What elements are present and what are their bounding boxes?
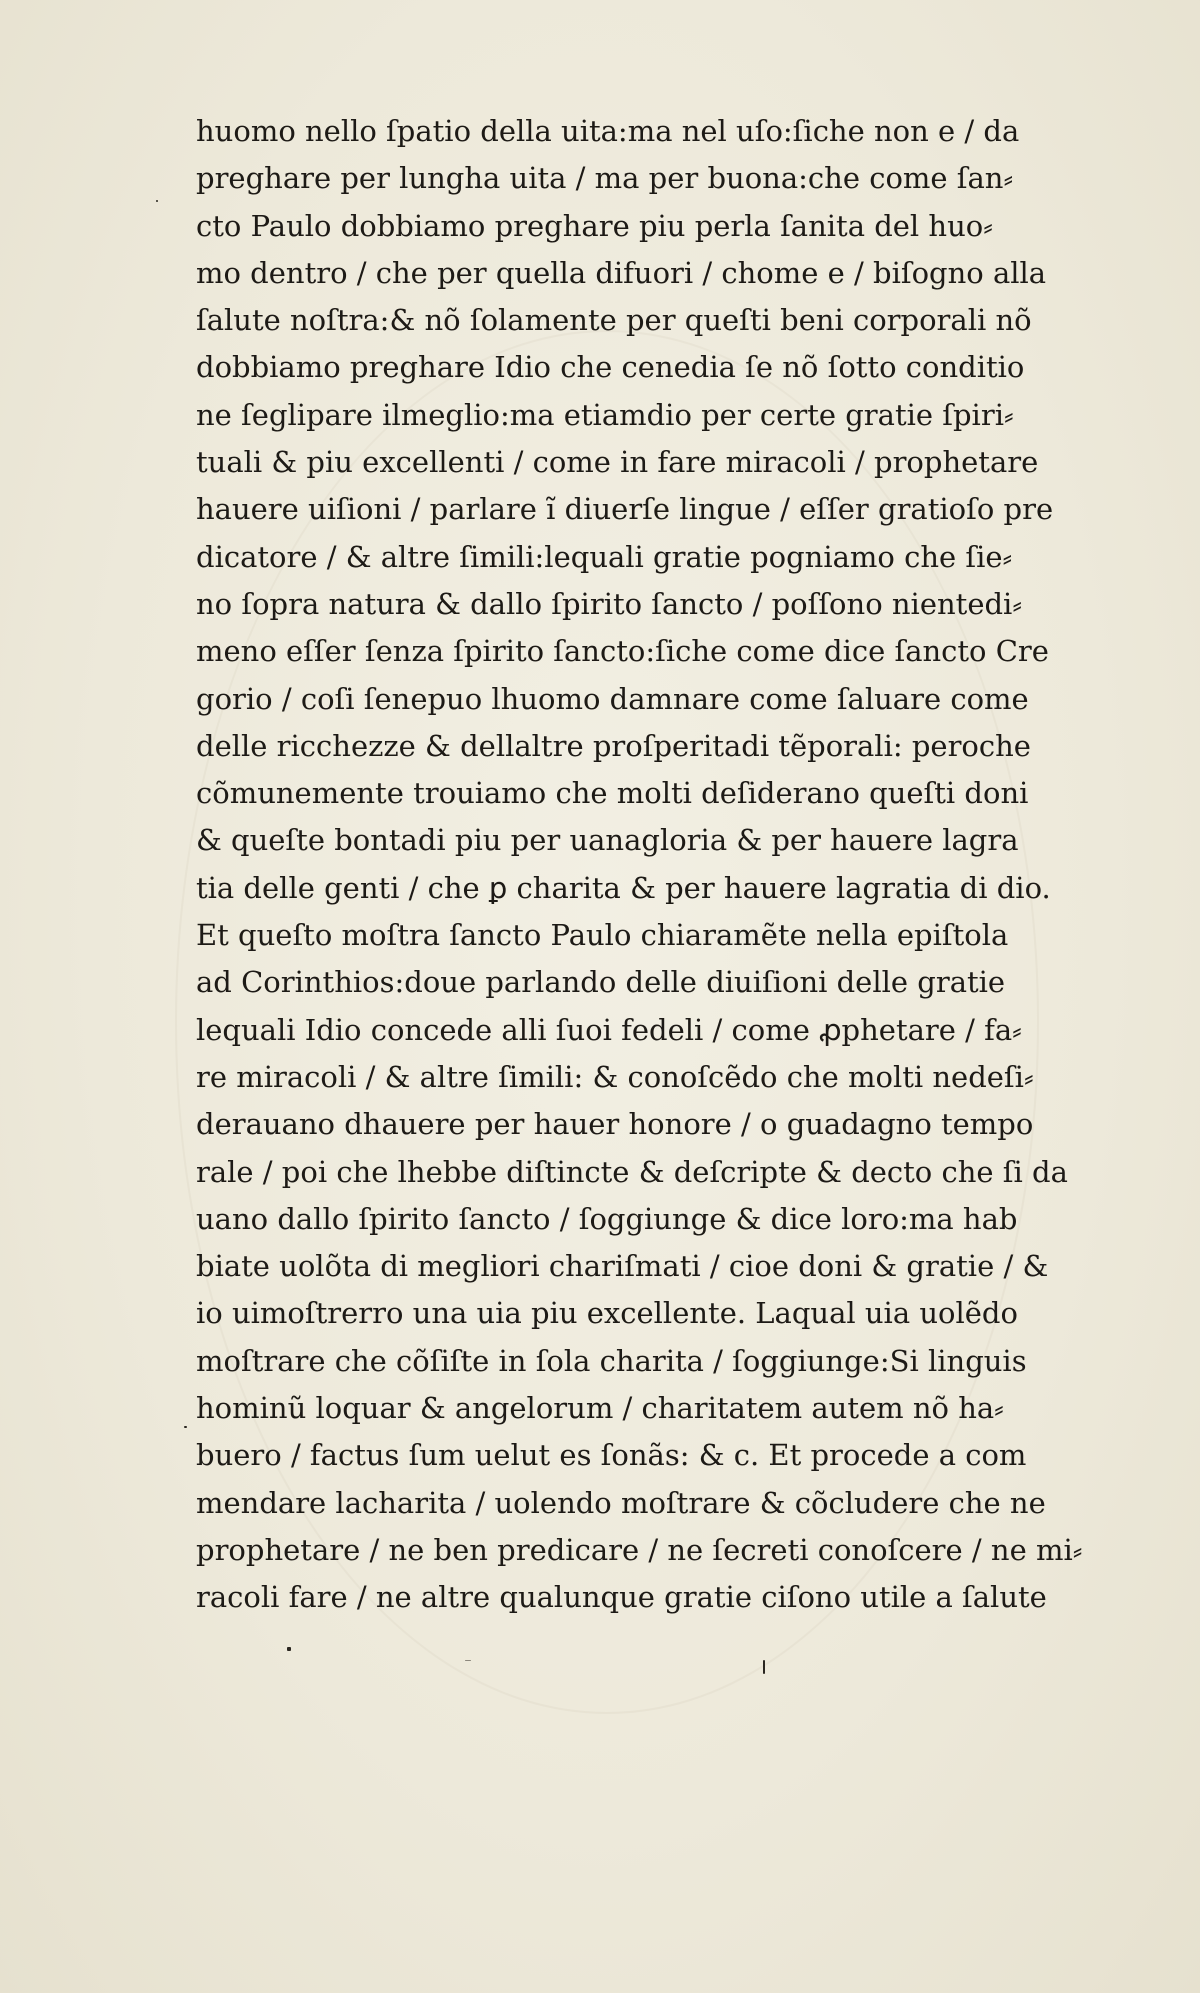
text-line: & queſte bontadi piu per uanagloria & per hauere lagra bbox=[196, 823, 1019, 858]
text-line: rale / poi che lhebbe diſtincte & deſcripte & decto che ſi da bbox=[196, 1154, 1068, 1189]
text-line: dicatore / & altre ſimili:lequali gratie pogniamo che ſie⸗ bbox=[196, 539, 1013, 574]
text-line: hominũ loquar & angelorum / charitatem autem nõ ha⸗ bbox=[196, 1391, 1004, 1426]
text-line: dobbiamo preghare Idio che cenedia ſe nõ ſotto conditio bbox=[196, 350, 1025, 385]
text-line: huomo nello ſpatio della uita:ma nel uſo:ſiche non e / da bbox=[196, 114, 1020, 148]
text-line: Et queſto moſtra ſancto Paulo chiaramẽte nella epiſtola bbox=[196, 918, 1009, 953]
text-line: ſalute noſtra:& nõ ſolamente per queſti beni corporali nõ bbox=[196, 303, 1032, 338]
text-line: lequali Idio concede alli ſuoi fedeli / come ꝓphetare / fa⸗ bbox=[196, 1012, 1022, 1047]
ink-speck bbox=[156, 200, 158, 202]
text-line: cto Paulo dobbiamo preghare piu perla ſanita del huo⸗ bbox=[196, 208, 993, 243]
ink-speck bbox=[287, 1647, 291, 1651]
text-line: prophetare / ne ben predicare / ne ſecreti conoſcere / ne mi⸗ bbox=[196, 1532, 1083, 1567]
text-line: preghare per lungha uita / ma per buona:che come ſan⸗ bbox=[196, 161, 1014, 196]
text-line: cõmunemente trouiamo che molti deſiderano queſti doni bbox=[196, 776, 1029, 811]
text-line: ad Corinthios:doue parlando delle diuiſioni delle gratie bbox=[196, 965, 1006, 1000]
ink-speck bbox=[184, 1426, 187, 1428]
text-line: tuali & piu excellenti / come in fare miracoli / prophetare bbox=[196, 445, 1039, 480]
text-line: meno eſſer ſenza ſpirito ſancto:ſiche come dice ſancto Cre bbox=[196, 634, 1049, 669]
text-line: moſtrare che cõſiſte in ſola charita / ſoggiunge:Si linguis bbox=[196, 1343, 1027, 1378]
text-block bbox=[196, 108, 1083, 1622]
text-line: derauano dhauere per hauer honore / o guadagno tempo bbox=[196, 1107, 1034, 1142]
ink-speck bbox=[763, 1660, 765, 1674]
text-line: hauere uiſioni / parlare ĩ diuerſe lingue / eſſer gratioſo pre bbox=[196, 492, 1054, 527]
text-line: gorio / coſi ſenepuo lhuomo damnare come ſaluare come bbox=[196, 681, 1029, 716]
text-line: mo dentro / che per quella difuori / chome e / biſogno alla bbox=[196, 255, 1047, 290]
text-line: ne ſeglipare ilmeglio:ma etiamdio per certe gratie ſpiri⸗ bbox=[196, 397, 1014, 432]
text-line: io uimoſtrerro una uia piu excellente. Laqual uia uolẽdo bbox=[196, 1296, 1018, 1331]
text-line: re miracoli / & altre ſimili: & conoſcẽdo che molti nedeſi⸗ bbox=[196, 1059, 1034, 1094]
text-line: uano dallo ſpirito ſancto / ſoggiunge & dice loro:ma hab bbox=[196, 1201, 1018, 1236]
ink-speck bbox=[465, 1660, 471, 1661]
text-line: delle ricchezze & dellaltre proſperitadi tẽporali: peroche bbox=[196, 728, 1031, 763]
text-line: tia delle genti / che ꝑ charita & per hauere lagratia di dio. bbox=[196, 870, 1051, 905]
text-line: racoli fare / ne altre qualunque gratie ciſono utile a ſalute bbox=[196, 1580, 1047, 1615]
text-line: no ſopra natura & dallo ſpirito ſancto / poſſono nientedi⸗ bbox=[196, 586, 1022, 621]
text-line: mendare lacharita / uolendo moſtrare & cõcludere che ne bbox=[196, 1485, 1046, 1520]
text-line: biate uolõta di megliori chariſmati / cioe doni & gratie / & bbox=[196, 1249, 1049, 1284]
text-line: buero / factus ſum uelut es ſonãs: & c. Et procede a com bbox=[196, 1438, 1027, 1473]
